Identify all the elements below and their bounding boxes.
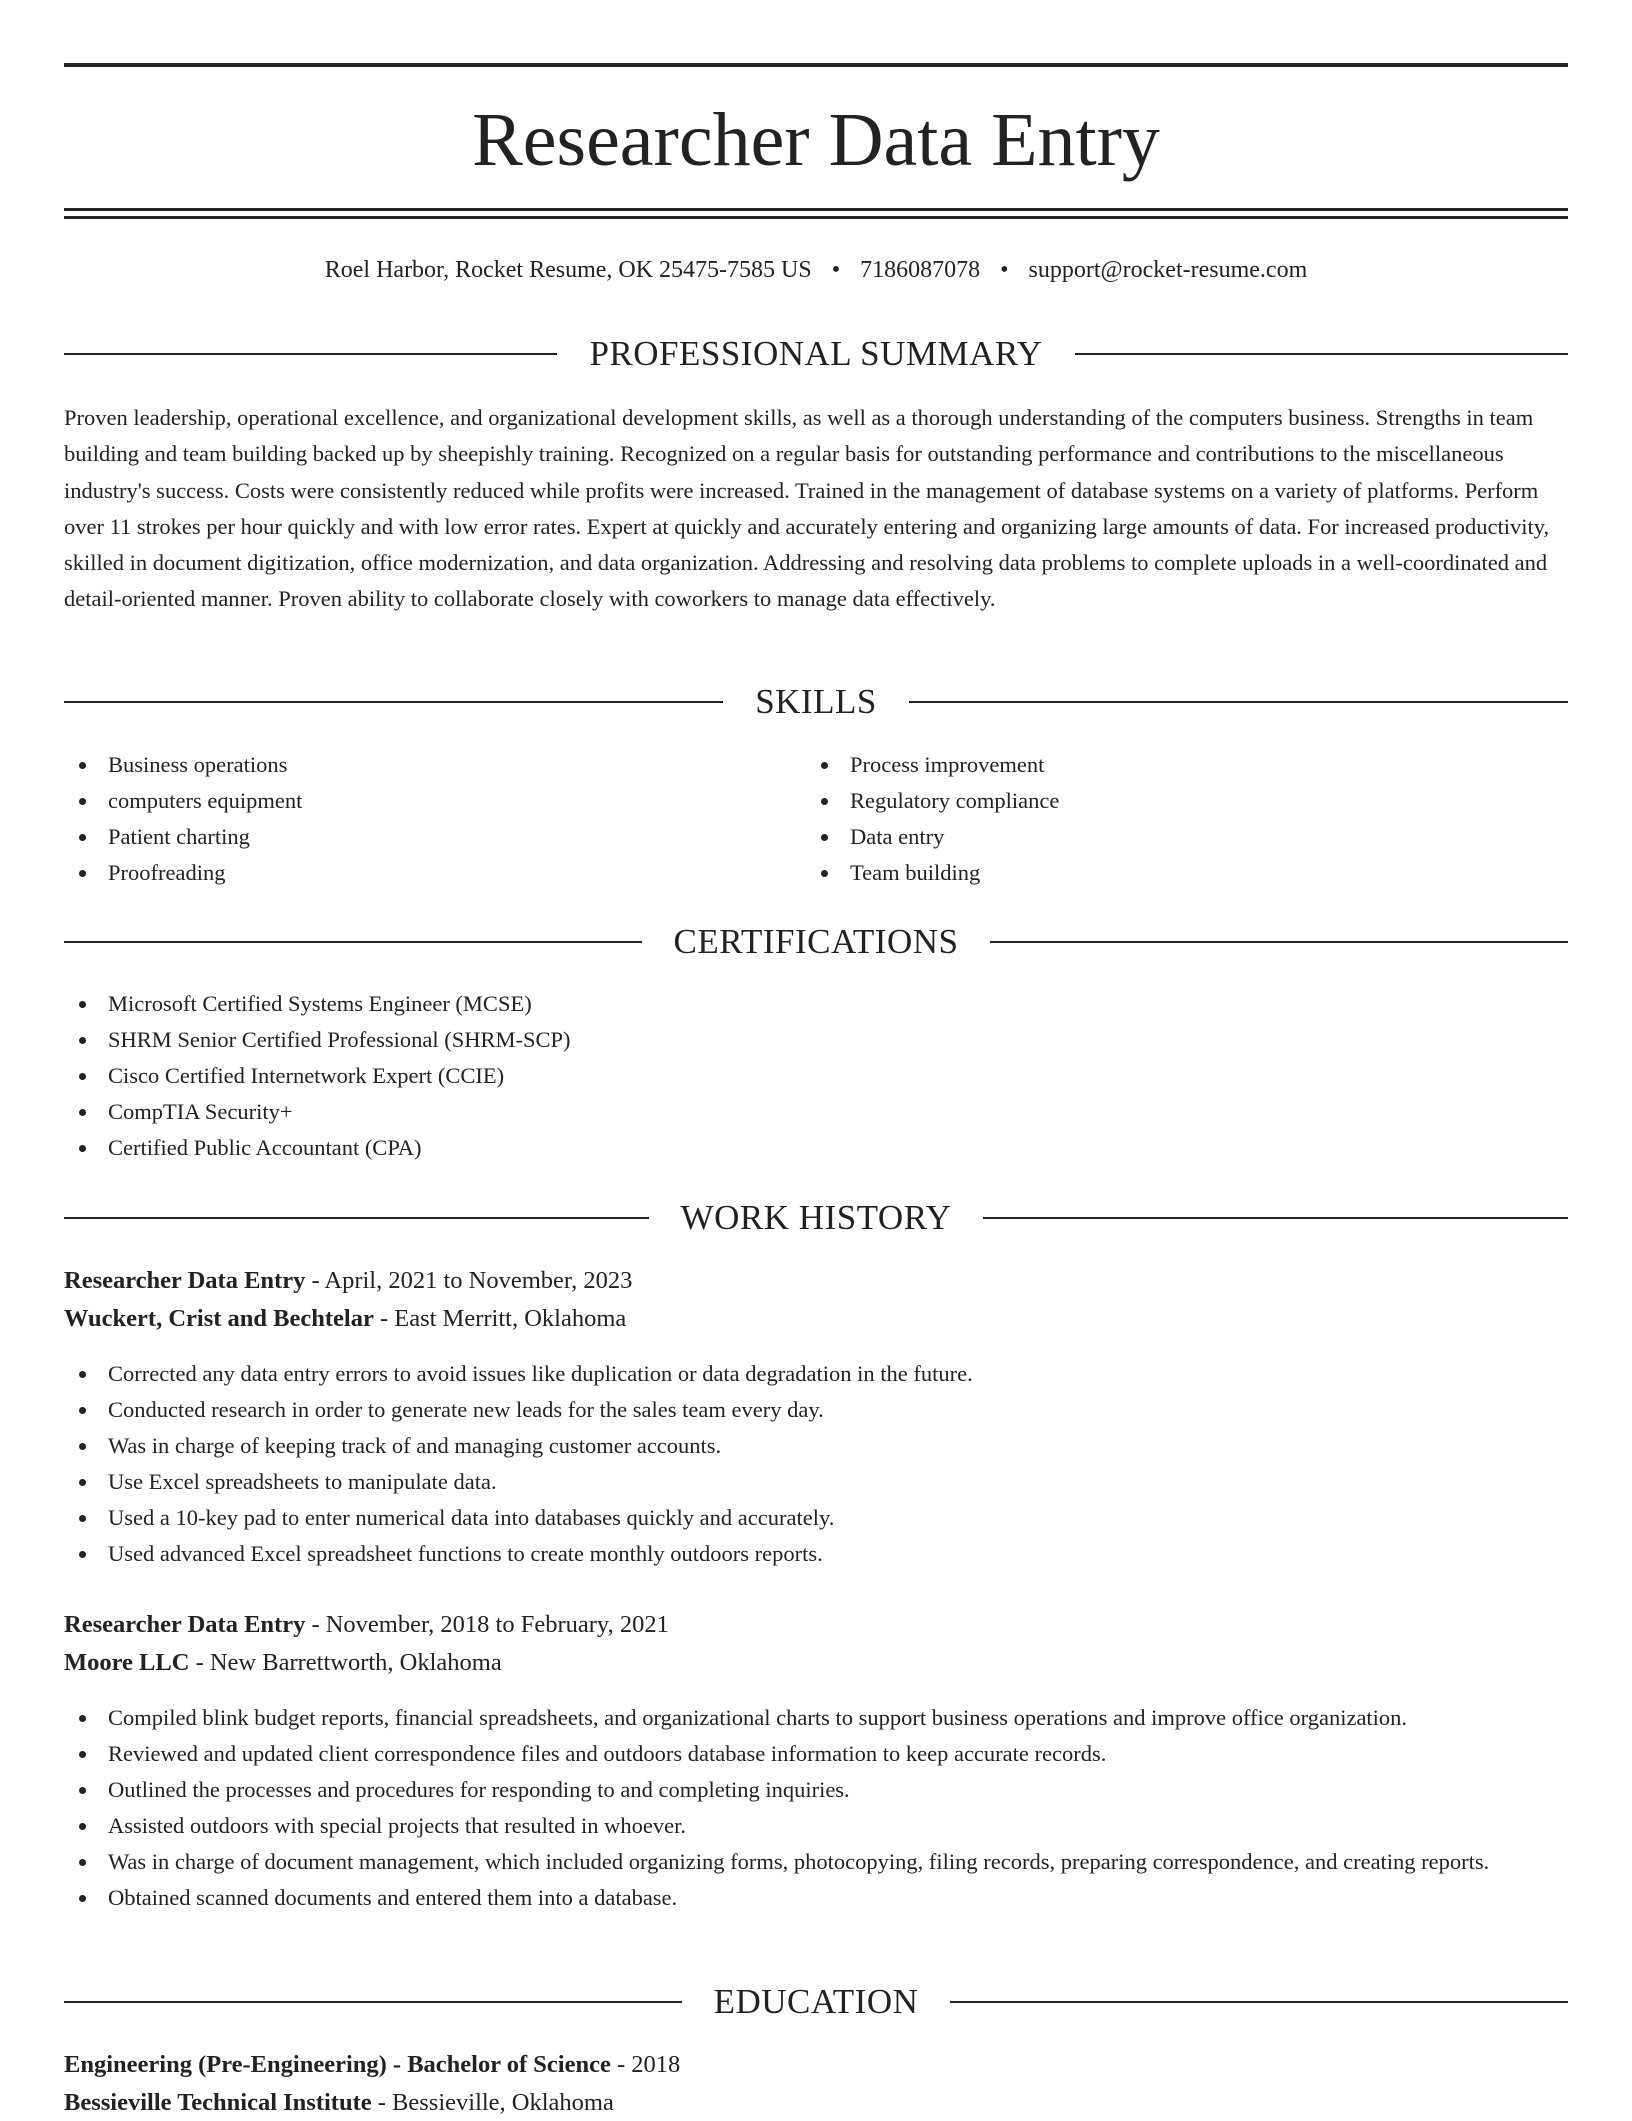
education-school: Bessieville Technical Institute	[64, 2089, 372, 2116]
certifications-heading	[64, 920, 1568, 964]
skill-item: computers equipment	[64, 783, 806, 819]
job-title: Researcher Data Entry	[64, 1267, 306, 1294]
heading-rule-right	[1075, 353, 1568, 355]
education-heading-label: EDUCATION	[713, 1982, 919, 2021]
heading-rule-left	[64, 1217, 649, 1219]
summary-heading	[64, 332, 1568, 376]
skill-item: Process improvement	[806, 747, 1548, 783]
contact-email: support@rocket-resume.com	[1028, 257, 1308, 283]
job-title: Researcher Data Entry	[64, 1611, 306, 1638]
heading-rule-right	[983, 1217, 1568, 1219]
job-duties-list	[64, 1700, 1568, 1916]
skills-list-right	[806, 747, 1548, 891]
skills-heading	[64, 680, 1568, 724]
title-rule-upper	[64, 208, 1568, 211]
skill-item: Proofreading	[64, 855, 806, 891]
education-school-line	[64, 2085, 1568, 2121]
job-duty: Outlined the processes and procedures for responding to and completing inquiries.	[64, 1772, 1568, 1808]
heading-rule-left	[64, 2001, 682, 2003]
job-title-line	[64, 1607, 1568, 1643]
job-duty: Assisted outdoors with special projects that resulted in whoever.	[64, 1808, 1568, 1844]
job-duty: Obtained scanned documents and entered them into a database.	[64, 1880, 1568, 1916]
skill-item: Team building	[806, 855, 1548, 891]
education-degree-line	[64, 2047, 1568, 2083]
job-title-line	[64, 1263, 1568, 1299]
certification-item: Cisco Certified Internetwork Expert (CCIE)	[64, 1058, 1568, 1094]
job-duty: Conducted research in order to generate new leads for the sales team every day.	[64, 1392, 1568, 1428]
job-company: Moore LLC	[64, 1649, 190, 1676]
heading-rule-right	[909, 701, 1568, 703]
education-heading	[64, 1980, 1568, 2024]
certification-item: Certified Public Accountant (CPA)	[64, 1130, 1568, 1166]
job-duty: Was in charge of keeping track of and managing customer accounts.	[64, 1428, 1568, 1464]
job-duty: Corrected any data entry errors to avoid issues like duplication or data degradation in the future.	[64, 1356, 1568, 1392]
title-rule-lower	[64, 216, 1568, 219]
job-duty: Used advanced Excel spreadsheet functions to create monthly outdoors reports.	[64, 1536, 1568, 1572]
contact-separator: •	[831, 257, 841, 283]
top-rule	[64, 63, 1568, 67]
job-company-line	[64, 1645, 1568, 1681]
contact-address: Roel Harbor, Rocket Resume, OK 25475-7585 US	[324, 257, 812, 283]
skill-item: Data entry	[806, 819, 1548, 855]
job-duty: Reviewed and updated client correspondence files and outdoors database information to keep accurate records.	[64, 1736, 1568, 1772]
summary-heading-label: PROFESSIONAL SUMMARY	[589, 334, 1043, 373]
education-location: - Bessieville, Oklahoma	[371, 2089, 614, 2116]
contact-phone: 7186087078	[860, 257, 981, 283]
skill-item: Business operations	[64, 747, 806, 783]
job-duty: Compiled blink budget reports, financial spreadsheets, and organizational charts to support business operations and improve office organization.	[64, 1700, 1568, 1736]
heading-rule-left	[64, 941, 642, 943]
contact-separator: •	[1000, 257, 1009, 283]
job-dates: - April, 2021 to November, 2023	[305, 1267, 633, 1294]
job-location: - New Barrettworth, Oklahoma	[189, 1649, 502, 1676]
skill-item: Regulatory compliance	[806, 783, 1548, 819]
job-dates: - November, 2018 to February, 2021	[305, 1611, 669, 1638]
certifications-list	[64, 986, 1568, 1166]
education-degree: Engineering (Pre-Engineering) - Bachelor of Science	[64, 2051, 611, 2078]
job-duty: Use Excel spreadsheets to manipulate data.	[64, 1464, 1568, 1500]
resume-title: Researcher Data Entry	[472, 98, 1160, 182]
job-company: Wuckert, Crist and Bechtelar	[64, 1305, 374, 1332]
skills-list-left	[64, 747, 806, 891]
heading-rule-right	[950, 2001, 1568, 2003]
heading-rule-left	[64, 353, 557, 355]
skills-right-column	[806, 747, 1548, 891]
heading-rule-left	[64, 701, 723, 703]
skill-item: Patient charting	[64, 819, 806, 855]
contact-line	[64, 254, 1568, 286]
skills-heading-label: SKILLS	[755, 682, 877, 721]
certification-item: Microsoft Certified Systems Engineer (MCSE)	[64, 986, 1568, 1022]
job-duty: Was in charge of document management, which included organizing forms, photocopying, filing records, preparing correspondence, and creating reports.	[64, 1844, 1568, 1880]
certifications-heading-label: CERTIFICATIONS	[673, 922, 959, 961]
job-company-line	[64, 1301, 1568, 1337]
heading-rule-right	[990, 941, 1568, 943]
job-duties-list	[64, 1356, 1568, 1572]
work-history-heading-label: WORK HISTORY	[680, 1198, 952, 1237]
summary-text: Proven leadership, operational excellence, and organizational development skills, as well as a thorough understanding of the computers business. Strengths in team building and team building backed up by sheepishly training. Recognized on a regular basis for outstanding performance and contributions to the miscellaneous industry's success. Costs were consistently reduced while profits were increased. Trained in the management of database systems on a variety of platforms. Perform over 11 strokes per hour quickly and with low error rates. Expert at quickly and accurately entering and organizing large amounts of data. For increased productivity, skilled in document digitization, office modernization, and data organization. Addressing and resolving data problems to complete uploads in a well-coordinated and detail-oriented manner. Proven ability to collaborate closely with coworkers to manage data effectively.	[64, 405, 1550, 612]
skills-left-column	[64, 747, 806, 891]
job-duty: Used a 10-key pad to enter numerical data into databases quickly and accurately.	[64, 1500, 1568, 1536]
education-year: - 2018	[610, 2051, 681, 2078]
certification-item: SHRM Senior Certified Professional (SHRM-SCP)	[64, 1022, 1568, 1058]
work-history-heading	[64, 1196, 1568, 1240]
certification-item: CompTIA Security+	[64, 1094, 1568, 1130]
job-location: - East Merritt, Oklahoma	[373, 1305, 627, 1332]
